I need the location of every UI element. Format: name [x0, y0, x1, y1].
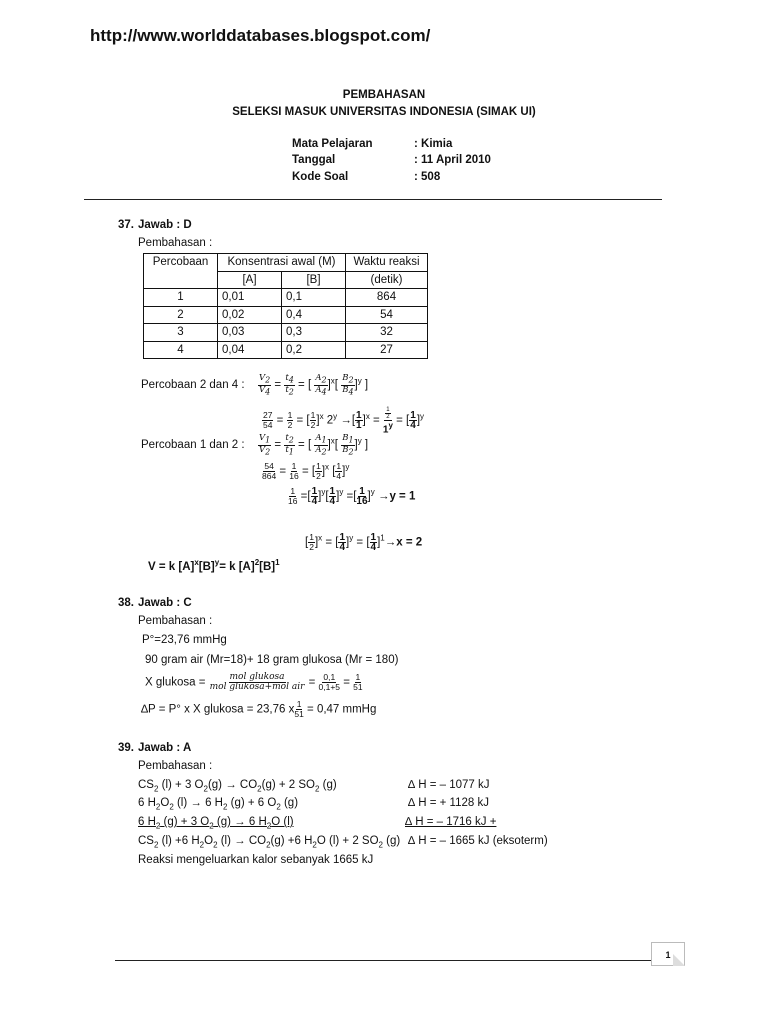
table-cell: 0,4	[282, 306, 346, 324]
rate-law-part: = k [A]	[219, 560, 255, 573]
meta-code-label: Kode Soal	[292, 171, 349, 183]
dh-4: ∆ H = – 1665 kJ (eksoterm)	[408, 835, 548, 847]
rate-law-part: [B]	[259, 560, 276, 573]
q39-conclusion: Reaksi mengeluarkan kalor sebanyak 1665 kJ	[138, 854, 374, 866]
table-row	[144, 289, 428, 307]
frac-numerator: 0,1	[323, 672, 336, 682]
frac-numerator: mol glukosa	[229, 672, 285, 682]
frac-denominator: 0,1+5	[318, 682, 341, 692]
q38-number: 38.	[118, 597, 134, 609]
frac-numerator: 1	[355, 672, 361, 682]
q37-number: 37.	[118, 219, 134, 231]
reaction-3: 6 $H_2$ (g) + 3 $O_2$ (g) → 6 $H_2O$ (l)	[138, 816, 294, 831]
rate-law-sup: 2	[254, 558, 260, 567]
doc-title: PEMBAHASAN	[342, 89, 426, 101]
q38-line2: 90 gram air (Mr=18)+ 18 gram glukosa (Mr = 180)	[145, 654, 399, 666]
table-cell: 0,1	[282, 289, 346, 307]
dh-2: ∆ H = + 1128 kJ	[408, 797, 489, 809]
table-cell: 4	[144, 341, 218, 359]
table-cell: 3	[144, 324, 218, 342]
table-cell: 2	[144, 306, 218, 324]
q38-p0: P°=23,76 mmHg	[142, 634, 227, 646]
table-cell: 0,04	[218, 341, 282, 359]
dp-result: = 0,47 mmHg	[307, 703, 377, 716]
source-url[interactable]: http://www.worlddatabases.blogspot.com/	[90, 26, 431, 45]
th-percobaan: Percobaan	[144, 254, 218, 289]
th-waktu-1: Waktu reaksi	[346, 254, 428, 272]
table-cell: 0,03	[218, 324, 282, 342]
page-fold-icon	[673, 954, 685, 966]
table-row	[144, 306, 428, 324]
meta-subject-label: Mata Pelajaran	[292, 138, 373, 150]
x-step: [ $\frac{1}{2}$ ]$^x$ = [ $\frac{1}{4}$ ]$^y$ = [ $\frac{1}{4}$ ]$^1$→x = 2	[305, 532, 423, 553]
page-number: 1	[651, 942, 685, 966]
reaction-total: $CS_2$ (l) +6 $H_2O_2$ $(l) \to CO_2(g) +6$ $H_2O$ (l) + 2 $SO_2$ (g)	[138, 835, 401, 850]
q39-number: 39.	[118, 742, 134, 754]
q38-pembahasan: Pembahasan :	[138, 615, 213, 627]
table-cell: 0,02	[218, 306, 282, 324]
doc-subtitle: SELEKSI MASUK UNIVERSITAS INDONESIA (SIMAK UI)	[232, 106, 536, 118]
meta-date-value: : 11 April 2010	[414, 154, 491, 166]
th-a: [A]	[218, 271, 282, 289]
th-waktu-2: (detik)	[346, 271, 428, 289]
q37-answer: Jawab : D	[138, 219, 192, 231]
th-konsentrasi: Konsentrasi awal (M)	[218, 254, 346, 272]
dh-3: ∆ H = – 1716 kJ +	[405, 816, 497, 828]
table-row	[144, 324, 428, 342]
table-cell: 27	[346, 341, 428, 359]
meta-subject-value: : Kimia	[414, 138, 453, 150]
dh-1: ∆ H = – 1077 kJ	[408, 779, 490, 791]
p24-step: $\frac{27}{54}$ = $\frac{1}{2}$ = [ $\frac{1}{2}$ ]$^x$ $2^y$ →[ $\frac{1}{1}$ ]$^x$ = $\frac{1}{2}$ 1$^y$ = [ $\frac{1}{4}$ ]$^y$	[263, 407, 425, 436]
meta-code-value: : 508	[414, 171, 441, 183]
table-row	[144, 341, 428, 359]
q38-answer: Jawab : C	[138, 597, 192, 609]
p24-label: Percobaan 2 dan 4 :	[141, 379, 245, 391]
q39-pembahasan: Pembahasan :	[138, 760, 213, 772]
reaction-2: 6 $H_2O_2$ (l) → 6 $H_2$ (g) + 6 $O_2$ (g)	[138, 797, 299, 812]
rate-law-part: V = k [A]	[148, 560, 195, 573]
table-cell: 0,2	[282, 341, 346, 359]
p12-label: Percobaan 1 dan 2 :	[141, 439, 245, 451]
header-divider	[84, 199, 662, 200]
q39-answer: Jawab : A	[138, 742, 192, 754]
q38-dp: ∆P = P° x X glukosa = 23,76 x $\frac{1}{51}$ = 0,47 mmHg	[141, 699, 377, 719]
frac-denominator: 51	[353, 682, 363, 692]
q38-xglukosa	[145, 673, 363, 692]
rate-law-sup: y	[214, 558, 220, 567]
q37-pembahasan: Pembahasan :	[138, 237, 213, 249]
p24-equation: $\frac{V_2}{V_4}$ = $\frac{t_4}{t_2}$ = [ $\frac{A_2}{A_4}$ ]$^x$[ $\frac{B_2}{B_4}$ ]$^y$ ]	[259, 373, 369, 397]
rate-law-sup: x	[194, 558, 199, 567]
rate-law-sup: 1	[275, 558, 280, 567]
y-result: →y = 1	[377, 490, 416, 503]
x-result: →x = 2	[384, 536, 423, 549]
xglukosa-label: X glukosa =	[145, 676, 206, 689]
equals: =	[308, 676, 316, 689]
table-cell: 54	[346, 306, 428, 324]
dp-text: ∆P = P° x X glukosa = 23,76 x	[141, 703, 295, 716]
concentration-table	[143, 253, 428, 359]
p12-equation: $\frac{V_1}{V_2}$ = $\frac{t_2}{t_1}$ = [ $\frac{A_1}{A_2}$ ]$^x$[ $\frac{B_1}{B_2}$ ]$^y$ ]	[259, 433, 369, 457]
table-cell: 0,3	[282, 324, 346, 342]
frac-denominator: mol glukosa+mol air	[209, 682, 305, 692]
rate-law	[148, 558, 280, 573]
table-cell: 32	[346, 324, 428, 342]
equals: =	[343, 676, 350, 689]
th-b: [B]	[282, 271, 346, 289]
reaction-1: $CS_2$ (l) + 3 $O_2(g) \to CO_2(g) + 2$ $SO_2$ (g)	[138, 779, 337, 794]
p12-step1: $\frac{54}{864}$ = $\frac{1}{16}$ = [ $\frac{1}{2}$ ]$^x$ [ $\frac{1}{4}$ ]$^y$	[262, 461, 350, 481]
rate-law-part: [B]	[198, 560, 215, 573]
footer-divider	[115, 960, 656, 961]
table-cell: 1	[144, 289, 218, 307]
meta-date-label: Tanggal	[292, 154, 336, 166]
table-cell: 0,01	[218, 289, 282, 307]
table-cell: 864	[346, 289, 428, 307]
p12-step2: $\frac{1}{16}$ =[ $\frac{1}{4}$ ]$^y$[ $\frac{1}{4}$ ]$^y$ =[ $\frac{1}{16}$ ]$^y$ →y = 1	[288, 486, 416, 507]
